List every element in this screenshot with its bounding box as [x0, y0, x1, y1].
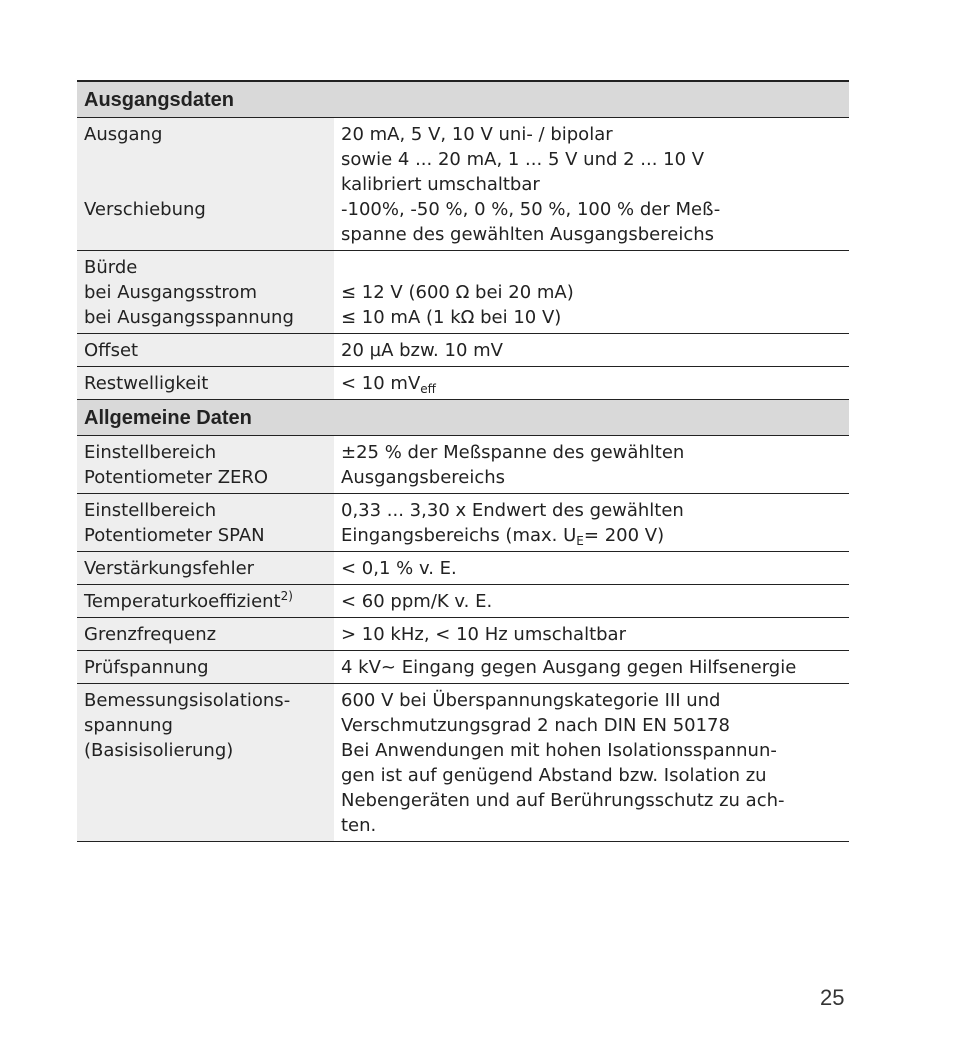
value-verschiebung-line: spanne des gewählten Ausgangsbereichs — [341, 224, 714, 245]
row-verstaerkung — [77, 552, 849, 585]
value-isolation-line: gen ist auf genügend Abstand bzw. Isolation zu — [341, 765, 767, 786]
row-zero — [77, 436, 849, 494]
row-offset — [77, 334, 849, 367]
label-restwelligkeit: Restwelligkeit — [77, 367, 334, 399]
row-restwelligkeit — [77, 367, 849, 400]
value-cell — [334, 251, 849, 333]
value-span-sub: E — [576, 534, 584, 548]
value-ausgang-line: sowie 4 ... 20 mA, 1 ... 5 V und 2 ... 10 V — [341, 149, 705, 170]
row-isolation — [77, 684, 849, 842]
value-cell — [334, 118, 849, 250]
value-buerde-strom: ≤ 12 V (600 Ω bei 20 mA) — [341, 282, 574, 303]
label-temperatur — [77, 585, 334, 617]
value-cell — [334, 684, 849, 841]
row-pruefspannung — [77, 651, 849, 684]
value-ausgang-line: kalibriert umschaltbar — [341, 174, 540, 195]
label-cell — [77, 251, 334, 333]
footnote-ref: 2) — [280, 589, 293, 603]
label-cell — [77, 684, 334, 841]
label-cell — [77, 118, 334, 250]
value-pruefspannung: 4 kV~ Eingang gegen Ausgang gegen Hilfsenergie — [341, 657, 797, 678]
label-isolation: spannung — [84, 715, 173, 736]
label-cell — [77, 494, 334, 551]
label-span: Einstellbereich — [84, 500, 217, 521]
value-isolation-line: Nebengeräten und auf Berührungsschutz zu ach- — [341, 790, 785, 811]
label-zero: Potentiometer ZERO — [84, 467, 269, 488]
spec-table — [77, 80, 849, 842]
row-temperatur — [77, 585, 849, 618]
value-restwelligkeit-main: < 10 mV — [341, 373, 421, 394]
section-header-general: Allgemeine Daten — [77, 400, 849, 436]
value-isolation-line: ten. — [341, 815, 377, 836]
value-temperatur: < 60 ppm/K v. E. — [341, 591, 493, 612]
value-span-line2 — [341, 523, 849, 548]
value-zero: ±25 % der Meßspanne des gewählten — [341, 442, 685, 463]
value-restwelligkeit-sub: eff — [420, 382, 436, 396]
label-verstaerkung: Verstärkungsfehler — [77, 552, 334, 584]
label-isolation: (Basisisolierung) — [84, 740, 234, 761]
label-buerde-strom: bei Ausgangsstrom — [84, 282, 257, 303]
value-verstaerkung: < 0,1 % v. E. — [341, 558, 457, 579]
label-buerde-spannung: bei Ausgangsspannung — [84, 307, 294, 328]
value-span-line1: 0,33 ... 3,30 x Endwert des gewählten — [341, 500, 684, 521]
page-number: 25 — [820, 985, 845, 1010]
section-header-output: Ausgangsdaten — [77, 82, 849, 118]
label-ausgang: Ausgang — [84, 124, 163, 145]
value-ausgang-line: 20 mA, 5 V, 10 V uni- / bipolar — [341, 124, 613, 145]
label-zero: Einstellbereich — [84, 442, 217, 463]
label-pruefspannung: Prüfspannung — [77, 651, 334, 683]
value-span-post: = 200 V) — [583, 525, 665, 546]
value-isolation-line: Verschmutzungsgrad 2 nach DIN EN 50178 — [341, 715, 730, 736]
row-grenzfrequenz — [77, 618, 849, 651]
label-verschiebung: Verschiebung — [84, 199, 206, 220]
value-restwelligkeit — [334, 367, 849, 399]
label-buerde: Bürde — [84, 257, 138, 278]
label-cell — [77, 436, 334, 493]
value-buerde-spannung: ≤ 10 mA (1 kΩ bei 10 V) — [341, 307, 562, 328]
label-grenzfrequenz: Grenzfrequenz — [77, 618, 334, 650]
label-isolation: Bemessungsisolations- — [84, 690, 291, 711]
label-temperatur-main: Temperaturkoeffizient — [84, 591, 281, 612]
value-zero: Ausgangsbereichs — [341, 467, 506, 488]
label-span: Potentiometer SPAN — [84, 525, 265, 546]
row-buerde — [77, 251, 849, 334]
value-span-pre: Eingangsbereichs (max. U — [341, 525, 577, 546]
value-offset: 20 µA bzw. 10 mV — [341, 340, 503, 361]
row-span — [77, 494, 849, 552]
value-verschiebung-line: -100%, -50 %, 0 %, 50 %, 100 % der Meß- — [341, 199, 721, 220]
value-isolation-line: 600 V bei Überspannungskategorie III und — [341, 690, 721, 711]
value-cell — [334, 436, 849, 493]
label-offset: Offset — [77, 334, 334, 366]
value-isolation-line: Bei Anwendungen mit hohen Isolationsspannun- — [341, 740, 777, 761]
value-cell — [334, 494, 849, 551]
row-ausgang-verschiebung — [77, 118, 849, 251]
value-grenzfrequenz: > 10 kHz, < 10 Hz umschaltbar — [341, 624, 626, 645]
